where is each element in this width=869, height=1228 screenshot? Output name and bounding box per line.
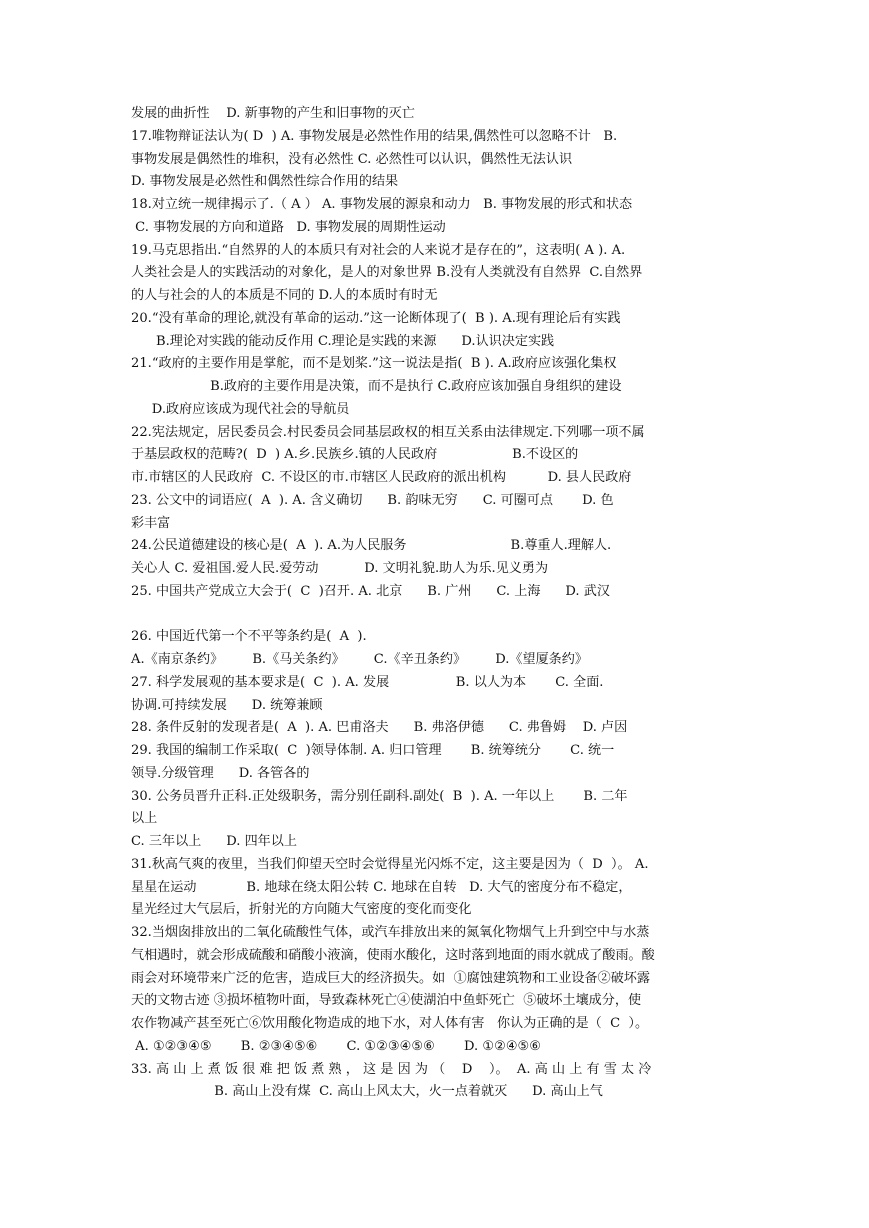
blank-line [131, 604, 741, 627]
question-25-line-1: 25. 中国共产党成立大会于( C )召开. A. 北京 B. 广州 C. 上海 D. 武汉 [131, 583, 610, 599]
question-29-line-2: 领导.分级管理 D. 各管各的 [131, 765, 310, 781]
question-19-line-3: 的人与社会的人的本质是不同的 D.人的本质时有时无 [131, 288, 438, 303]
question-text-block [131, 103, 741, 1104]
question-19-line-2: 人类社会是人的实践活动的对象化，是人的对象世界 B.没有人类就没有自然界 C.自然界 [131, 265, 643, 281]
question-32-line-4: 天的文物古迹 ③损坏植物叶面，导致森林死亡④使湖泊中鱼虾死亡 ⑤破坏土壤成分，使 [131, 993, 642, 1009]
question-24-line-1: 24.公民道德建设的核心是( A ). A.为人民服务 B.尊重人.理解人. [131, 538, 612, 554]
question-26-line-1: 26. 中国近代第一个不平等条约是( A ). [131, 629, 367, 645]
question-21-line-2: B.政府的主要作用是决策，而不是执行 C.政府应该加强自身组织的建设 [131, 379, 622, 394]
question-17-line-1: 17.唯物辩证法认为( D ) A. 事物发展是必然性作用的结果,偶然性可以忽略不计 B. [131, 128, 618, 144]
question-33-line-2: B. 高山上没有煤 C. 高山上风太大，火一点着就灭 D. 高山上气 [131, 1084, 603, 1100]
question-17-line-2: 事物发展是偶然性的堆积，没有必然性 C. 必然性可以认识，偶然性无法认识 [131, 151, 573, 167]
question-20-line-1: 20.“没有革命的理论,就没有革命的运动.”这一论断体现了( B ). A.现有理论后有实践 [131, 310, 621, 326]
question-20-line-2: B.理论对实践的能动反作用 C.理论是实践的来源 D.认识决定实践 [131, 333, 555, 349]
question-33-line-1: 33. 高 山 上 煮 饭 很 难 把 饭 煮 熟 ， 这 是 因 为 （ D ）。 A. 高 山 上 有 雪 太 冷 [131, 1061, 652, 1077]
question-17-line-3: D. 事物发展是必然性和偶然性综合作用的结果 [131, 174, 399, 190]
question-21-line-3: D.政府应该成为现代社会的导航员 [131, 401, 350, 417]
question-31-line-1: 31.秋高气爽的夜里，当我们仰望天空时会觉得星光闪烁不定，这主要是因为（ D ）。 A. [131, 856, 649, 872]
question-31-line-2: 星星在运动 B. 地球在绕太阳公转 C. 地球在自转 D. 大气的密度分布不稳定， [131, 879, 632, 895]
question-18-line-2: C. 事物发展的方向和道路 D. 事物发展的周期性运动 [131, 219, 446, 235]
question-32-options-line: A. ①②③④⑤ B. ②③④⑤⑥ C. ①②③④⑤⑥ D. ①②④⑤⑥ [131, 1038, 542, 1054]
question-31-line-3: 星光经过大气层后，折射光的方向随大气密度的变化而变化 [131, 902, 472, 918]
question-19-line-1: 19.马克思指出.“自然界的人的本质只有对社会的人来说才是存在的”，这表明( A ). A. [131, 242, 626, 258]
question-32-line-1: 32.当烟囱排放出的二氧化硫酸性气体，或汽车排放出来的氮氧化物烟气上升到空中与水蒸 [131, 925, 650, 940]
question-23-line-1: 23. 公文中的词语应( A ). A. 含义确切 B. 韵味无穷 C. 可圈可点 D. 色 [131, 492, 614, 508]
question-29-line-1: 29. 我国的编制工作采取( C )领导体制. A. 归口管理 B. 统筹统分 C. 统一 [131, 743, 615, 758]
question-22-line-1: 22.宪法规定，居民委员会.村民委员会同基层政权的相互关系由法律规定.下列哪一项不属 [131, 424, 645, 440]
question-30-line-3: C. 三年以上 D. 四年以上 [131, 834, 297, 849]
question-28-line-1: 28. 条件反射的发现者是( A ). A. 巴甫洛夫 B. 弗洛伊德 C. 弗鲁姆 D. 卢因 [131, 720, 628, 736]
question-24-line-2: 关心人 C. 爱祖国.爱人民.爱劳动 D. 文明礼貌.助人为乐.见义勇为 [131, 561, 549, 576]
question-22-line-3: 市.市辖区的人民政府 C. 不设区的市.市辖区人民政府的派出机构 D. 县人民政府 [131, 470, 632, 485]
question-32-line-3: 雨会对环境带来广泛的危害，造成巨大的经济损失。如 ①腐蚀建筑物和工业设备②破坏露 [131, 970, 650, 986]
question-30-line-2: 以上 [131, 811, 158, 827]
question-18-line-1: 18.对立统一规律揭示了.（ A ） A. 事物发展的源泉和动力 B. 事物发展的形式和状态 [131, 197, 633, 212]
question-27-line-1: 27. 科学发展观的基本要求是( C ). A. 发展 B. 以人为本 C. 全面. [131, 674, 604, 690]
question-30-line-1: 30. 公务员晋升正科.正处级职务，需分别任副科.副处( B ). A. 一年以上 B. 二年 [131, 788, 628, 804]
question-26-line-2: A.《南京条约》 B.《马关条约》 C.《辛丑条约》 D.《望厦条约》 [131, 652, 588, 667]
question-32-line-5: 农作物减产甚至死亡⑥饮用酸化物造成的地下水，对人体有害 你认为正确的是（ C ）。 [131, 1016, 649, 1031]
question-23-line-2: 彩丰富 [131, 515, 171, 531]
text-line: 发展的曲折性 D. 新事物的产生和旧事物的灭亡 [131, 106, 415, 121]
question-22-line-2: 于基层政权的范畴?( D ) A.乡.民族乡.镇的人民政府 B.不设区的 [131, 447, 579, 463]
question-27-line-2: 协调.可持续发展 D. 统筹兼顾 [131, 697, 323, 713]
question-21-line-1: 21.“政府的主要作用是掌舵，而不是划桨.”这一说法是指( B ). A.政府应该强化集权 [131, 356, 617, 372]
question-32-line-2: 气相遇时，就会形成硫酸和硝酸小液滴，使雨水酸化，这时落到地面的雨水就成了酸雨。酸 [131, 947, 655, 963]
